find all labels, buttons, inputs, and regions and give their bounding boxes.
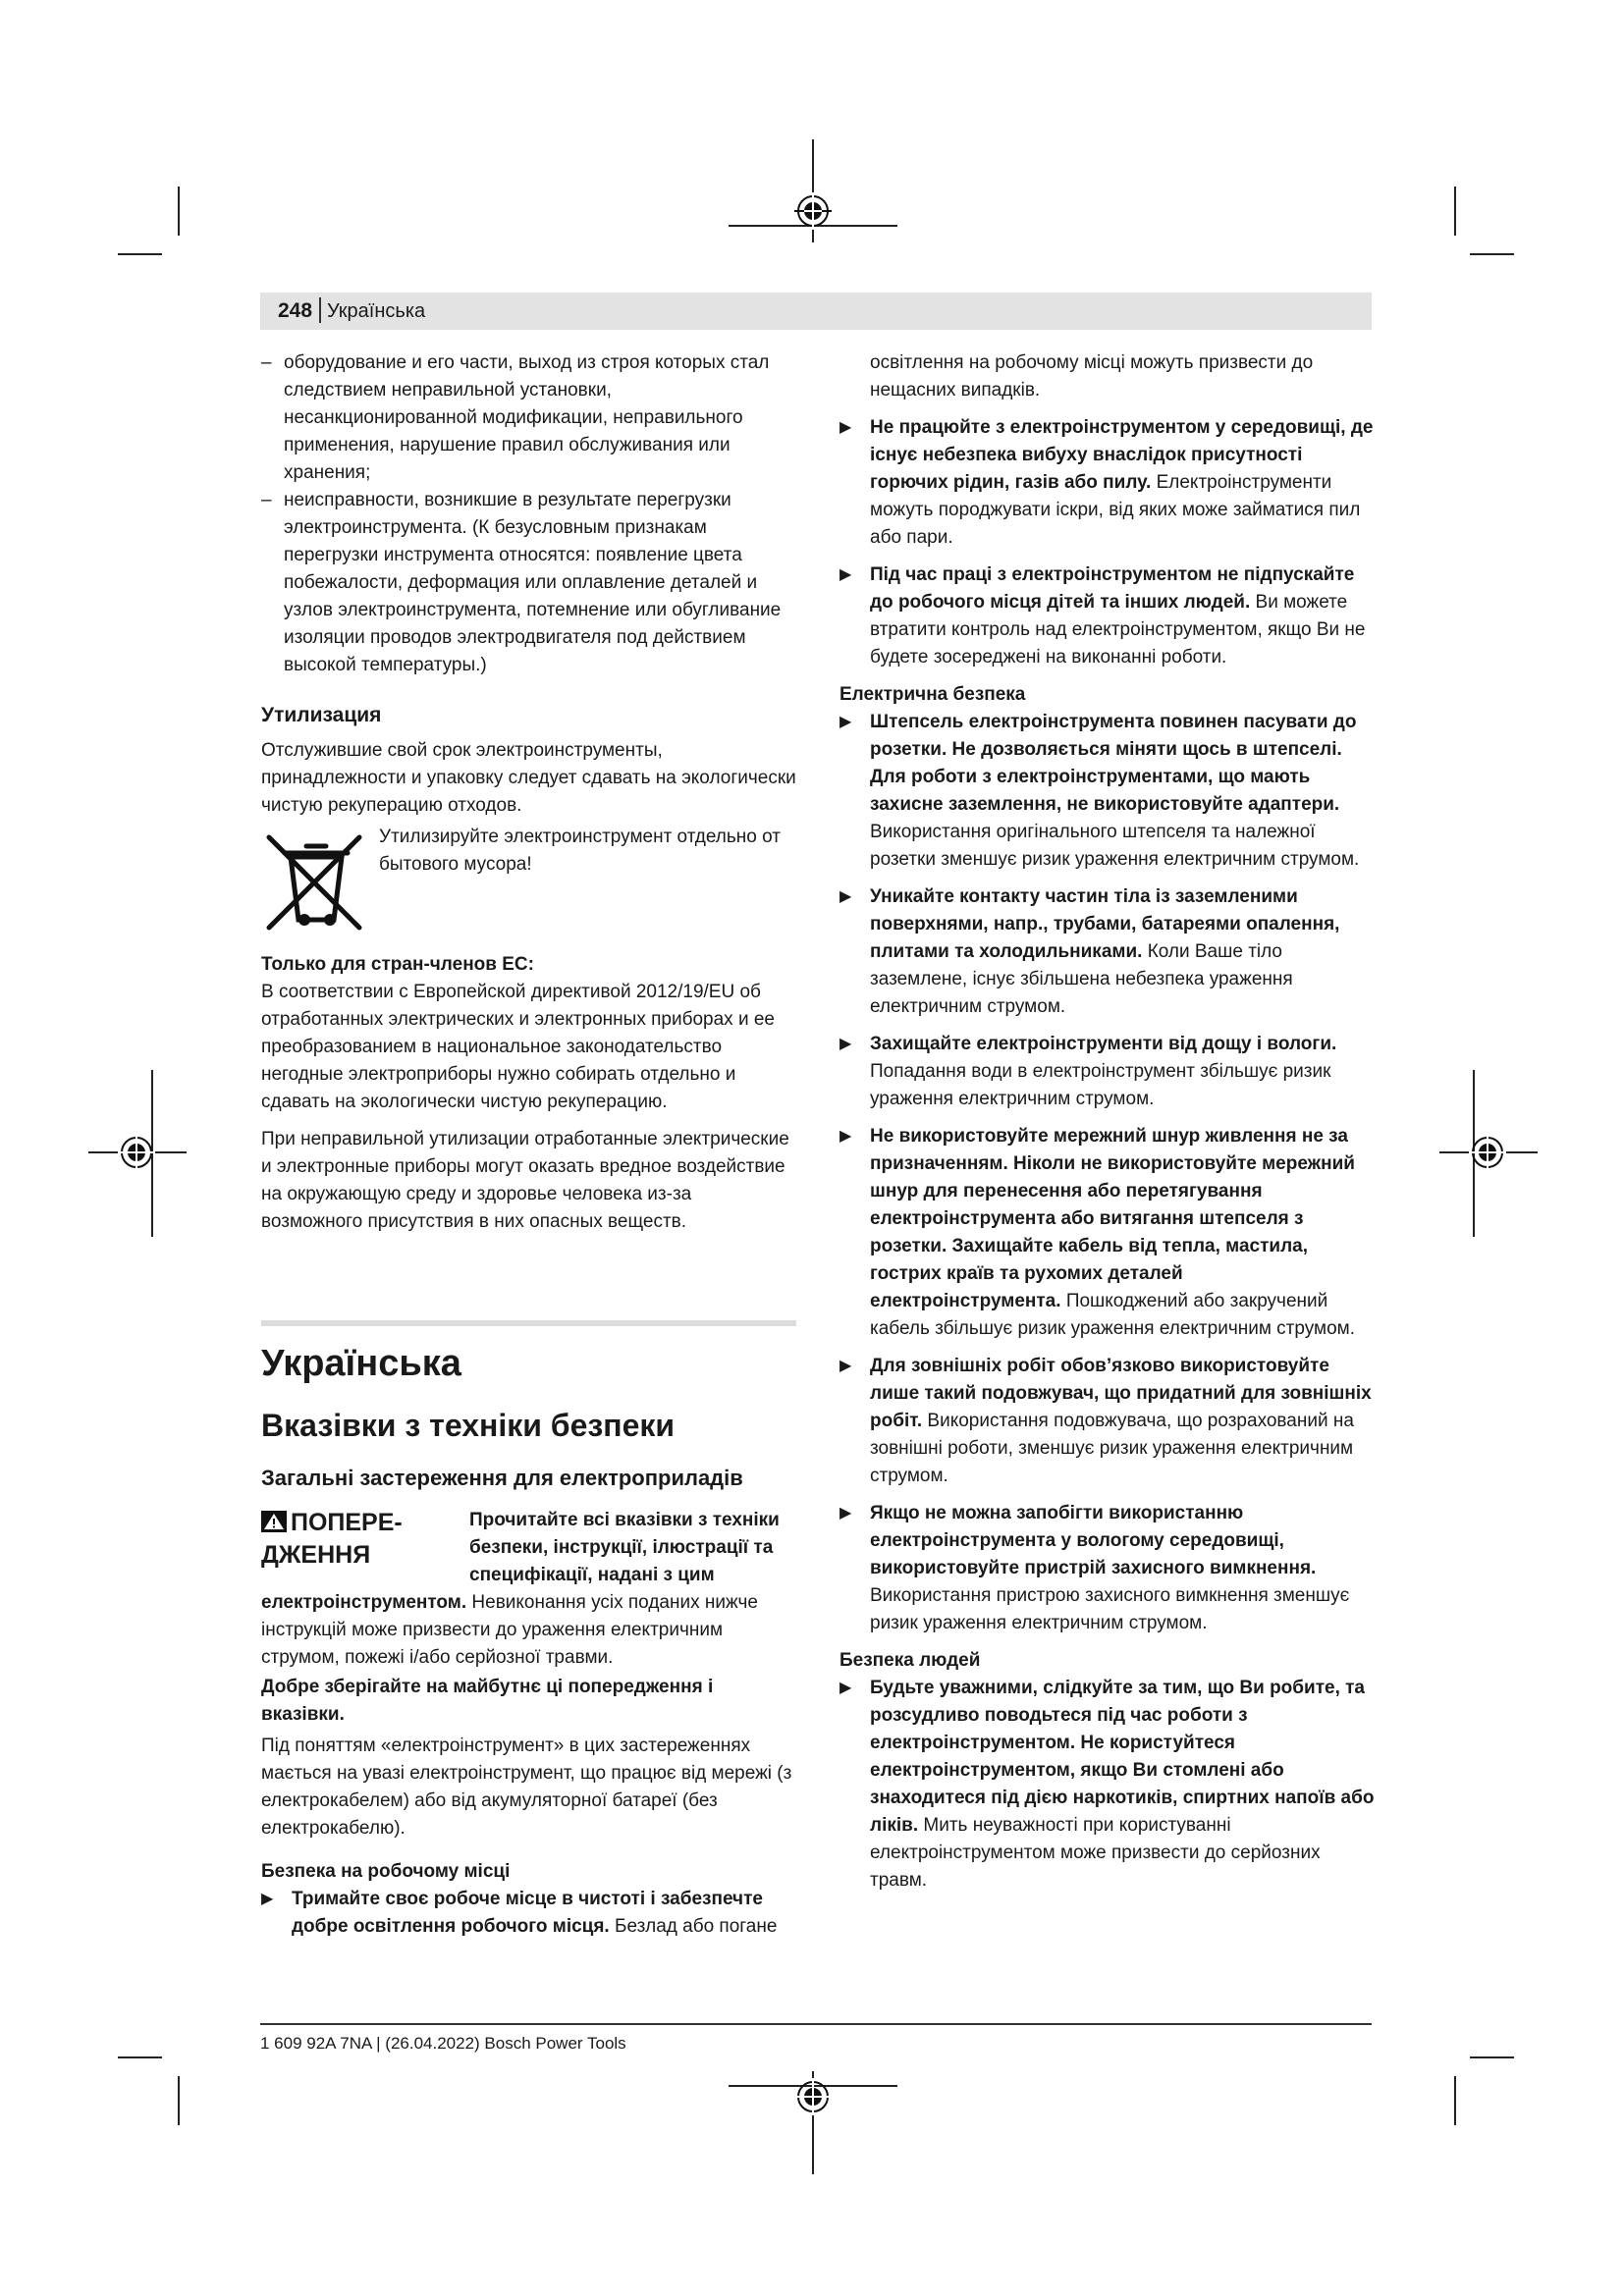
list-item: ▶ Тримайте своє робоче місце в чистоті і забезпечте добре освітлення робочого місця. Безлад або погане [261, 1886, 796, 1941]
page-number: 248 [278, 299, 313, 322]
list-item: ▶ Під час праці з електроінструментом не підпускайте до робочого місця дітей та інших людей. Ви можете втратити контроль над електроінструментом, якщо Ви не будете зосереджені на виконанні роботи. [839, 561, 1375, 671]
disposal-heading: Утилизация [261, 704, 382, 726]
warning-bold-text: Прочитайте всі вказівки з техніки безпеки, інструкції, ілюстрації та специфікації, надані з цим [469, 1510, 780, 1585]
list-item: ▶ Не працюйте з електроінструментом у середовищі, де існує небезпека вибуху внаслідок присутності горючих рідин, газів або пилу. Електроінструменти можуть породжувати іскри, від яких може займатися пил або пари. [839, 414, 1375, 552]
warning-triangle-icon [261, 1511, 287, 1532]
section-divider [261, 1320, 796, 1326]
list-item: ▶ Для зовнішніх робіт обов’язково використовуйте лише такий подовжувач, що придатний для зовнішніх робіт. Використання подовжувача, що розрахований на зовнішні роботи, зменшує ризик ураження електричним струмом. [839, 1353, 1375, 1490]
registration-target-icon [794, 192, 832, 230]
warning-block [261, 1505, 796, 1589]
list-item: ▶ Уникайте контакту частин тіла із заземленими поверхнями, напр., трубами, батареями опалення, плитами та холодильниками. Коли Ваше тіло заземлене, існує збільшена небезпека ураження електричним струмом. [839, 883, 1375, 1021]
eu-heading: Только для стран-членов ЕС: [261, 954, 534, 975]
crop-mark [118, 253, 162, 255]
warning-label: ПОПЕРЕ-ДЖЕННЯ [261, 1509, 403, 1569]
definition-text: Під поняттям «електроінструмент» в цих застереженнях мається на увазі електроінструмент, що працює від мережі (з електрокабелем) або від акумуляторної батареї (без електрокабелю). [261, 1735, 792, 1839]
list-item: – оборудование и его части, выход из строя которых стал следствием неправильной установки, несанкционированной модификации, неправильного применения, нарушение правил обслуживания или хранения; [261, 352, 770, 483]
bullet-triangle-icon: ▶ [839, 1358, 852, 1374]
bullet-triangle-icon: ▶ [839, 888, 852, 905]
crop-mark [178, 187, 180, 236]
warning-continuation: електроінструментом. Невиконання усіх поданих нижче інструкцій може призвести до ураження електричним струмом, пожежі і/або серйозної травми. [261, 1592, 758, 1668]
safety-title: Вказівки з техніки безпеки [261, 1408, 676, 1443]
electrical-heading: Електрична безпека [839, 684, 1026, 705]
crop-mark [178, 2076, 180, 2125]
eu-text: При неправильной утилизации отработанные электрические и электронные приборы могут оказать вредное воздействие на окружающую среду и здоровье человека из-за возможного присутствия в них опасных веществ. [261, 1129, 789, 1232]
general-warnings-title: Загальні застереження для електроприладів [261, 1466, 743, 1490]
left-column [261, 349, 796, 1950]
registration-target-icon [794, 2078, 832, 2115]
header-language: Українська [327, 300, 426, 322]
workplace-heading: Безпека на робочому місці [261, 1861, 511, 1882]
keep-instructions: Добре зберігайте на майбутнє ці попередження і вказівки. [261, 1677, 714, 1725]
list-item: ▶ Будьте уважними, слідкуйте за тим, що Ви робите, та розсудливо поводьтеся під час роботи з електроінструментом. Не користуйтеся електроінструментом, якщо Ви стомлені або знаходитеся під дією наркотиків, спиртних напоїв або ліків. Мить неуважності при користуванні електроінструментом може призвести до серйозних травм. [839, 1675, 1375, 1895]
disposal-text: Отслужившие свой срок электроинструменты, принадлежности и упаковку следует сдавать на экологически чистую рекуперацию отходов. [261, 740, 796, 816]
footer-text: 1 609 92A 7NA | (26.04.2022) Bosch Power Tools [260, 2034, 626, 2053]
bullet-triangle-icon: ▶ [839, 566, 852, 583]
registration-target-icon [118, 1134, 155, 1171]
bullet-triangle-icon: ▶ [839, 714, 852, 730]
list-item: ▶ Якщо не можна запобігти використанню електроінструмента у вологому середовищі, використовуйте пристрій захисного вимкнення. Використання пристрою захисного вимкнення зменшує ризик ураження електричним струмом. [839, 1500, 1375, 1637]
crossed-bin-icon [261, 829, 369, 935]
list-item: – неисправности, возникшие в результате перегрузки электроинструмента. (К безусловным признакам перегрузки инструмента относятся: появление цвета побежалости, деформация или оплавление деталей и узлов электроинструмента, потемнение или обугливание изоляции проводов электродвигателя под действием высокой температуры.) [261, 490, 782, 675]
crop-mark [1470, 253, 1514, 255]
crop-mark [1454, 2076, 1456, 2125]
header-separator [319, 297, 321, 323]
section-title: Українська [261, 1343, 461, 1384]
weee-block [261, 824, 796, 951]
personal-heading: Безпека людей [839, 1650, 981, 1671]
crop-mark [1454, 187, 1456, 236]
list-item: ▶ Захищайте електроінструменти від дощу і вологи. Попадання води в електроінструмент збільшує ризик ураження електричним струмом. [839, 1031, 1375, 1113]
bullet-triangle-icon: ▶ [839, 1680, 852, 1696]
list-item: ▶ Штепсель електроінструмента повинен пасувати до розетки. Не дозволяється міняти щось в штепселі. Для роботи з електроінструментами, що мають захисне заземлення, не використовуйте адаптери. Використання оригінального штепселя та належної розетки зменшує ризик ураження електричним струмом. [839, 709, 1375, 874]
bullet-triangle-icon: ▶ [839, 1036, 852, 1052]
list-item: ▶ Не використовуйте мережний шнур живлення не за призначенням. Ніколи не використовуйте мережний шнур для перенесення або перетягування електроінструмента або витягання штепселя з розетки. Захищайте кабель від тепла, мастила, гострих країв та рухомих деталей електроінструмента. Пошкоджений або закручений кабель збільшує ризик ураження електричним струмом. [839, 1123, 1375, 1343]
right-column [839, 349, 1375, 1904]
eu-text: В соответствии с Европейской директивой 2012/19/EU об отработанных электрических и электронных приборах и ее преобразованием в национальное законодательство негодные электроприборы нужно собирать отдельно и сдавать на экологически чистую рекуперацию. [261, 982, 775, 1112]
crop-mark [1470, 2056, 1514, 2058]
crop-mark [118, 2056, 162, 2058]
page-header-bar [260, 293, 1372, 330]
bullet-triangle-icon: ▶ [839, 1128, 852, 1145]
bullet-triangle-icon: ▶ [839, 1505, 852, 1522]
bullet-triangle-icon: ▶ [839, 419, 852, 436]
footer-divider [260, 2023, 1372, 2025]
bullet-triangle-icon: ▶ [261, 1891, 274, 1907]
registration-target-icon [1469, 1134, 1506, 1171]
continuation-text: освітлення на робочому місці можуть призвести до нещасних випадків. [870, 352, 1314, 400]
weee-note: Утилизируйте электроинструмент отдельно от бытового мусора! [379, 827, 781, 875]
